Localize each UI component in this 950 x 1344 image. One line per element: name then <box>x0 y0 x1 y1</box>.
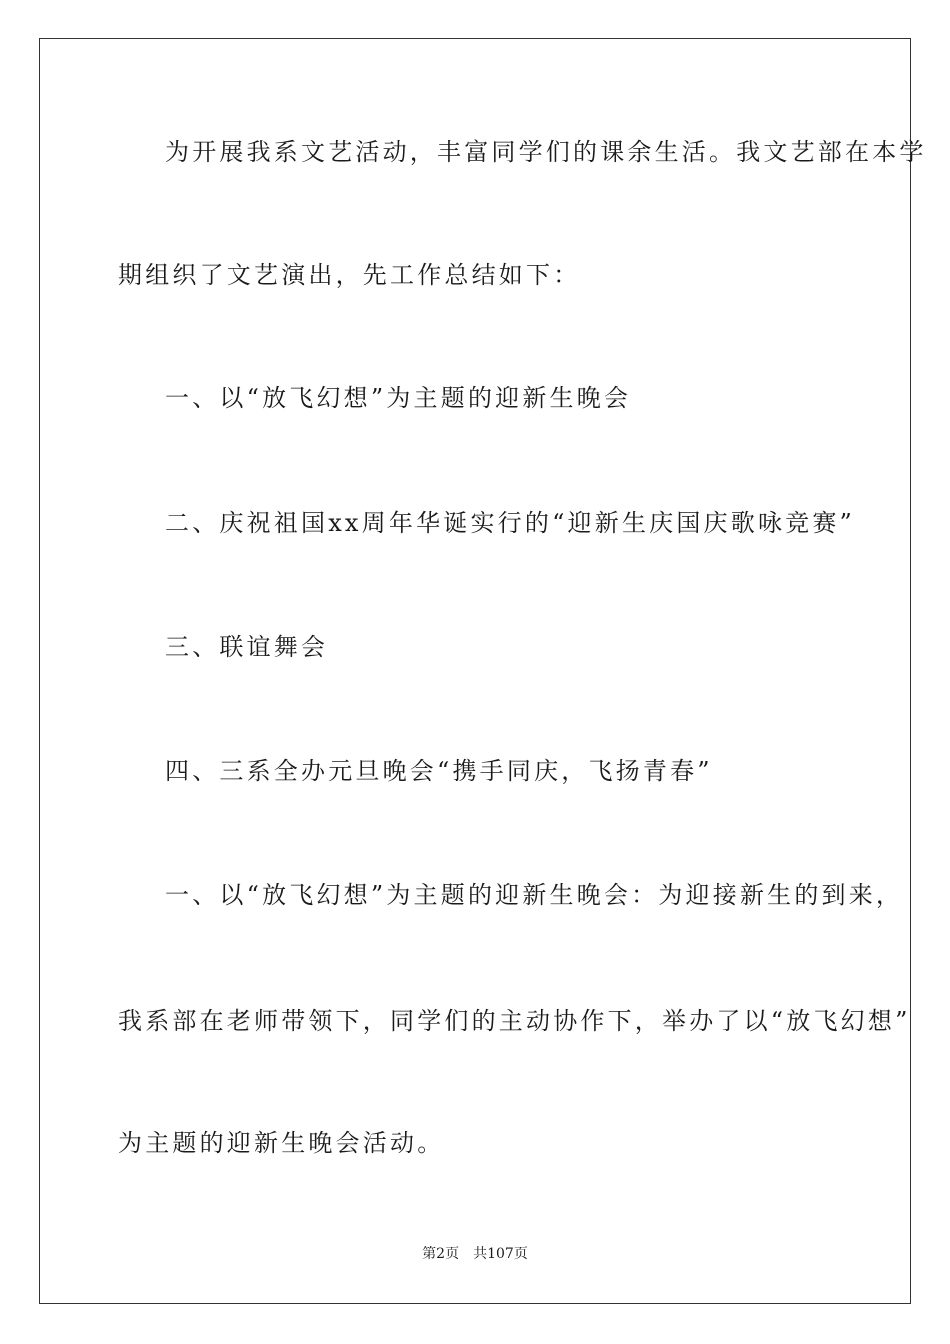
section-1-line-2: 我系部在老师带领下，同学们的主动协作下，举办了以“放飞幻想” <box>118 1007 911 1035</box>
paragraph-intro-line-1: 为开展我系文艺活动，丰富同学们的课余生活。我文艺部在本学 <box>165 138 927 166</box>
list-item-2: 二、庆祝祖国xx周年华诞实行的“迎新生庆国庆歌咏竞赛” <box>165 509 856 537</box>
list-item-3: 三、联谊舞会 <box>165 633 329 661</box>
section-1-line-3: 为主题的迎新生晚会活动。 <box>118 1129 445 1157</box>
list-item-4: 四、三系全办元旦晚会“携手同庆，飞扬青春” <box>165 757 713 785</box>
page-border <box>39 38 911 1304</box>
page-number: 第2页 <box>422 1246 460 1262</box>
page-footer <box>0 1244 950 1264</box>
section-1-line-1: 一、以“放飞幻想”为主题的迎新生晚会：为迎接新生的到来， <box>165 881 904 909</box>
paragraph-intro-line-2: 期组织了文艺演出，先工作总结如下： <box>118 261 581 289</box>
list-item-1: 一、以“放飞幻想”为主题的迎新生晚会 <box>165 384 632 412</box>
page-total: 共107页 <box>473 1246 528 1262</box>
